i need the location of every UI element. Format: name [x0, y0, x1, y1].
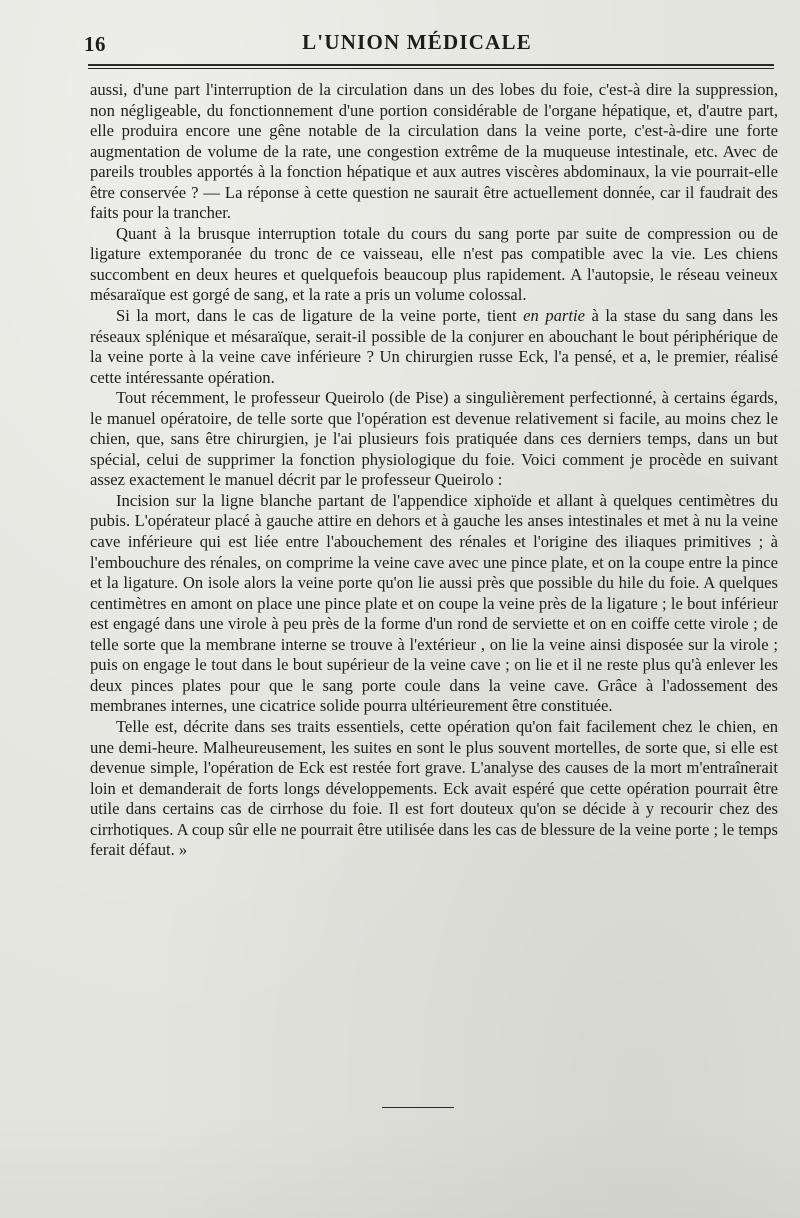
- paragraph-3-after: à la stase du sang dans les réseaux splénique et mésaraïque, serait-il possible de la conjurer en abouchant le bout périphérique de la veine porte à la veine cave inférieure ? Un chirurgien russe Eck, l'a pensé, et a, le premier, réalisé cette intéressante opération.: [90, 306, 778, 387]
- paragraph-3-emphasis: en partie: [523, 306, 585, 326]
- article-body: [90, 80, 778, 861]
- paragraph-2: Quant à la brusque interruption totale du cours du sang porte par suite de compression ou de ligature extemporanée du tronc de ce vaisseau, elle n'est pas compatible avec la vie. Les chiens succombent en deux heures et quelquefois beaucoup plus rapidement. A l'autopsie, le réseau veineux mésaraïque est gorgé de sang, et la rate a pris un volume colossal.: [90, 223, 778, 305]
- page-header: [84, 18, 770, 66]
- journal-title: L'UNION MÉDICALE: [302, 30, 532, 54]
- show-through-shading: [0, 1110, 800, 1218]
- header-rule: [88, 64, 774, 69]
- paragraph-5: Incision sur la ligne blanche partant de l'appendice xiphoïde et allant à quelques centimètres du pubis. L'opérateur placé à gauche attire en dehors et à gauche les anses intestinales et met à nu la veine cave inférieure qui est liée entre l'abouchement des rénales et l'origine des iliaques primitives ; à l'embouchure des rénales, on comprime la veine cave avec une pince plate, et on la coupe entre la pince et la ligature. On isole alors la veine porte qu'on lie aussi près que possible du hile du foie. A quelques centimètres en amont on place une pince plate et on coupe la veine près de la ligature ; le bout inférieur est engagé dans une virole à peu près de la forme d'un rond de serviette et on en coiffe cette virole ; de telle sorte que la membrane interne se trouve à l'extérieur , on lie la veine ainsi disposée sur la virole ; puis on engage le tout dans le bout supérieur de la veine cave ; on lie et il ne reste plus qu'à enlever les deux pinces plates pour que le sang porte coule dans la veine cave. Grâce à l'adossement des membranes internes, une cicatrice solide pourra ultérieurement être constituée.: [90, 490, 778, 716]
- paragraph-3: [90, 306, 778, 388]
- paragraph-6: Telle est, décrite dans ses traits essentiels, cette opération qu'on fait facilement chez le chien, en une demi-heure. Malheureusement, les suites en sont le plus souvent mortelles, de sorte que, si elle est devenue simple, l'opération de Eck est restée fort grave. L'analyse des causes de la mort m'entraînerait loin et demanderait de forts longs développements. Eck avait espéré que cette opération pourrait être utile dans certains cas de cirrhose du foie. Il est fort douteux qu'on se décide à y recourir chez des cirrhotiques. A coup sûr elle ne pourrait être utilisée dans les cas de blessure de la veine porte ; le temps ferait défaut. »: [90, 716, 778, 860]
- paragraph-4: Tout récemment, le professeur Queirolo (de Pise) a singulièrement perfectionné, à certains égards, le manuel opératoire, de telle sorte que l'opération est devenue relativement si facile, au moins chez le chien, que, sans être chirurgien, je l'ai plusieurs fois pratiquée dans ces derniers temps, dans un but spécial, celui de supprimer la fonction physiologique du foie. Voici comment je procède en suivant assez exactement le manuel décrit par le professeur Queirolo :: [90, 388, 778, 490]
- section-end-rule: [382, 1107, 454, 1108]
- page-number: 16: [84, 32, 106, 56]
- paragraph-3-before: Si la mort, dans le cas de ligature de la veine porte, tient: [116, 306, 524, 326]
- paragraph-1: aussi, d'une part l'interruption de la circulation dans un des lobes du foie, c'est-à dire la suppression, non négligeable, du fonctionnement d'une portion considérable de l'organe hépatique, et, d'autre part, elle produira encore une gêne notable de la circulation dans la veine porte, c'est-à-dire une forte augmentation de volume de la rate, une congestion extrême de la muqueuse intestinale, etc. Avec de pareils troubles apportés à la fonction hépatique et aux autres viscères abdominaux, la vie pourrait-elle être conservée ? — La réponse à cette question ne saurait être actuellement donnée, car il faudrait des faits pour la trancher.: [90, 80, 778, 223]
